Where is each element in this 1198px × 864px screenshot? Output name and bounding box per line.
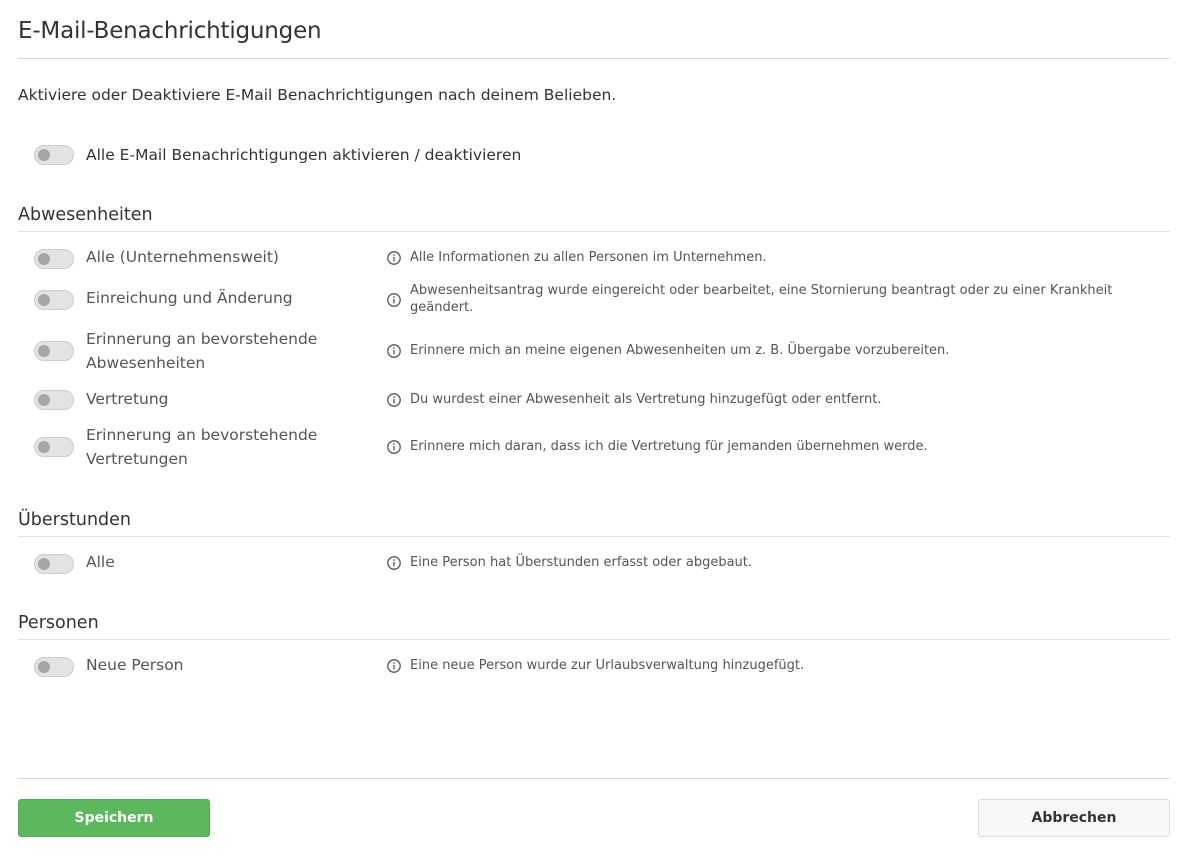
setting-label: Alle (Unternehmensweit) (86, 248, 279, 266)
master-toggle-row (34, 143, 521, 167)
info-circle-icon (386, 658, 402, 674)
footer-divider (18, 778, 1170, 779)
toggle-absences-submission[interactable] (34, 290, 74, 310)
toggle-absences-substitute[interactable] (34, 390, 74, 410)
setting-description: Abwesenheitsantrag wurde eingereicht oder bearbeitet, eine Stornierung beantragt oder zu einer Krankheit geändert. (410, 283, 1113, 315)
setting-description: Du wurdest einer Abwesenheit als Vertretung hinzugefügt oder entfernt. (410, 392, 882, 407)
setting-description: Erinnere mich daran, dass ich die Vertretung für jemanden übernehmen werde. (410, 439, 928, 454)
toggle-knob (38, 149, 50, 161)
info-circle-icon (386, 250, 402, 266)
master-toggle-label: Alle E-Mail Benachrichtigungen aktivieren / deaktivieren (86, 146, 522, 164)
toggle-knob (38, 558, 50, 570)
setting-label: Erinnerung an bevorstehende Abwesenheiten (86, 330, 318, 372)
toggle-absences-reminder[interactable] (34, 341, 74, 361)
toggle-knob (38, 394, 50, 406)
setting-label: Einreichung und Änderung (86, 289, 293, 307)
section-title-absences: Abwesenheiten (18, 205, 153, 225)
info-circle-icon (386, 392, 402, 408)
toggle-overtime-all[interactable] (34, 554, 74, 574)
section-divider (18, 231, 1170, 232)
setting-description: Erinnere mich an meine eigenen Abwesenheiten um z. B. Übergabe vorzubereiten. (410, 343, 950, 358)
section-divider (18, 639, 1170, 640)
master-toggle[interactable] (34, 145, 74, 165)
section-divider (18, 536, 1170, 537)
intro-text: Aktiviere oder Deaktiviere E-Mail Benachrichtigungen nach deinem Belieben. (18, 86, 617, 104)
page-title: E-Mail-Benachrichtigungen (18, 18, 322, 44)
info-circle-icon (386, 343, 402, 359)
toggle-knob (38, 253, 50, 265)
toggle-absences-all[interactable] (34, 249, 74, 269)
section-title-persons: Personen (18, 613, 99, 633)
toggle-new-person[interactable] (34, 657, 74, 677)
save-button[interactable]: Speichern (18, 799, 210, 837)
setting-description: Eine Person hat Überstunden erfasst oder abgebaut. (410, 555, 753, 570)
setting-label: Alle (86, 553, 115, 571)
toggle-absences-substitute-reminder[interactable] (34, 437, 74, 457)
setting-description: Alle Informationen zu allen Personen im Unternehmen. (410, 250, 767, 265)
toggle-knob (38, 441, 50, 453)
setting-label: Vertretung (86, 390, 169, 408)
toggle-knob (38, 345, 50, 357)
info-circle-icon (386, 439, 402, 455)
title-divider (18, 58, 1170, 59)
setting-label: Neue Person (86, 656, 184, 674)
info-circle-icon (386, 555, 402, 571)
section-title-overtime: Überstunden (18, 510, 132, 530)
cancel-button[interactable]: Abbrechen (978, 799, 1170, 837)
toggle-knob (38, 294, 50, 306)
setting-label: Erinnerung an bevorstehende Vertretungen (86, 426, 318, 468)
setting-description: Eine neue Person wurde zur Urlaubsverwaltung hinzugefügt. (410, 658, 805, 673)
toggle-knob (38, 661, 50, 673)
info-circle-icon (386, 292, 402, 308)
